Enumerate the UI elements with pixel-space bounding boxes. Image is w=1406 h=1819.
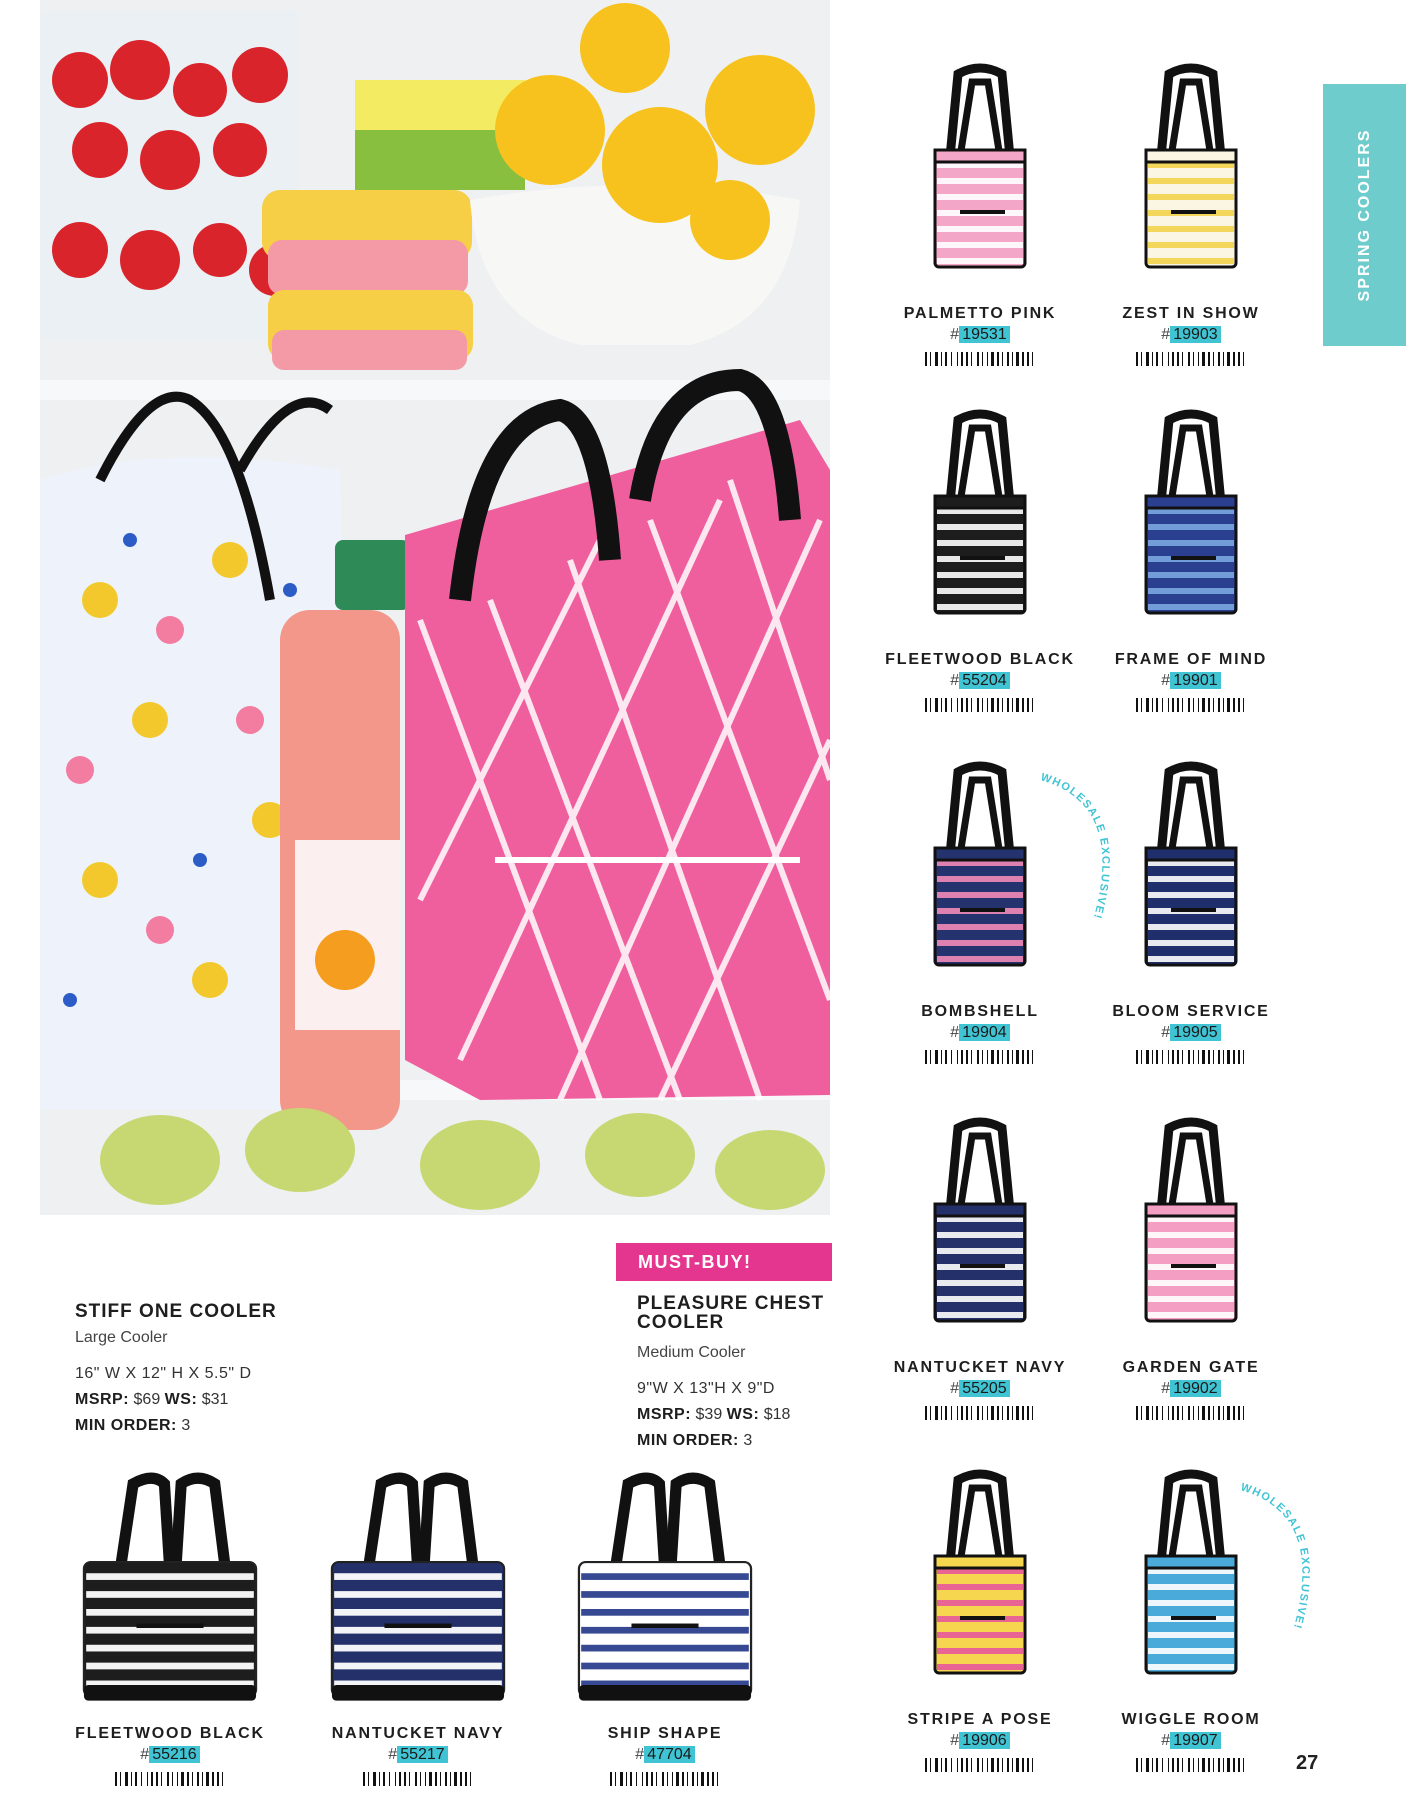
product-image (1131, 44, 1251, 290)
product-image (920, 742, 1040, 988)
sku-number: 19906 (959, 1732, 1010, 1749)
barcode (1136, 698, 1246, 712)
product-card (885, 1098, 1075, 1425)
fridge-photo-illustration (40, 0, 830, 1215)
wholesale-exclusive-text: WHOLESALE EXCLUSIVE! (1039, 771, 1112, 921)
ws-value: $31 (201, 1391, 229, 1408)
product-title-line2: COOLER (637, 1312, 725, 1333)
sku-prefix: # (950, 672, 960, 689)
product-card (1096, 1450, 1286, 1777)
product-image (920, 1450, 1040, 1696)
barcode (115, 1772, 225, 1786)
sku-prefix: # (950, 1732, 960, 1749)
sku-prefix: # (950, 1024, 960, 1041)
ws-label: WS: (726, 1406, 760, 1423)
product-image (1131, 1098, 1251, 1344)
sku-prefix: # (1161, 672, 1171, 689)
ws-value: $18 (763, 1406, 791, 1423)
section-tab (1323, 84, 1406, 346)
product-card (885, 742, 1075, 1069)
barcode (925, 352, 1035, 366)
product-name: FLEETWOOD BLACK (75, 1725, 265, 1742)
sku-prefix: # (1161, 326, 1171, 343)
sku-prefix: # (950, 326, 960, 343)
min-order-label: MIN ORDER: (637, 1432, 739, 1449)
product-dimensions: 16" W X 12" H X 5.5" D (75, 1365, 252, 1382)
product-image (920, 44, 1040, 290)
product-sku (570, 1746, 760, 1764)
product-sku (323, 1746, 513, 1764)
sku-number: 19907 (1170, 1732, 1221, 1749)
msrp-value: $69 (133, 1391, 161, 1408)
product-name: STRIPE A POSE (907, 1711, 1053, 1728)
product-card (885, 44, 1075, 371)
product-image (920, 1098, 1040, 1344)
product-sku (75, 1746, 265, 1764)
product-card (885, 1450, 1075, 1777)
barcode (925, 698, 1035, 712)
product-card (1096, 1098, 1286, 1425)
pleasure-chest-info (637, 1294, 837, 1450)
product-image (1131, 742, 1251, 988)
sku-prefix: # (1161, 1024, 1171, 1041)
product-card (75, 1470, 265, 1791)
sku-number: 55216 (149, 1746, 200, 1763)
product-sku (1096, 326, 1286, 344)
product-card (570, 1470, 760, 1791)
barcode (925, 1758, 1035, 1772)
product-image (323, 1470, 513, 1710)
msrp-label: MSRP: (75, 1391, 130, 1408)
barcode (925, 1050, 1035, 1064)
product-image (1131, 1450, 1251, 1696)
product-card (1096, 742, 1286, 1069)
must-buy-badge: MUST-BUY! (616, 1243, 832, 1281)
product-dimensions: 9"W X 13"H X 9"D (637, 1380, 775, 1397)
product-name: ZEST IN SHOW (1122, 305, 1260, 322)
barcode (1136, 1406, 1246, 1420)
product-image (920, 390, 1040, 636)
sku-prefix: # (950, 1380, 960, 1397)
product-name: NANTUCKET NAVY (331, 1725, 505, 1742)
product-sku (1096, 1024, 1286, 1042)
hero-photo (40, 0, 830, 1215)
sku-number: 55205 (959, 1380, 1010, 1397)
min-order-value: 3 (181, 1417, 191, 1434)
msrp-value: $39 (695, 1406, 723, 1423)
sku-prefix: # (1161, 1732, 1171, 1749)
product-image (1131, 390, 1251, 636)
barcode (363, 1772, 473, 1786)
product-sku (885, 1380, 1075, 1398)
sku-prefix: # (388, 1746, 398, 1763)
sku-prefix: # (1161, 1380, 1171, 1397)
price-line (637, 1406, 837, 1424)
product-sku (885, 672, 1075, 690)
price-line (75, 1391, 495, 1409)
product-image (75, 1470, 265, 1710)
sku-number: 19905 (1170, 1024, 1221, 1041)
product-sku (1096, 1732, 1286, 1750)
product-image (570, 1470, 760, 1710)
sku-number: 19902 (1170, 1380, 1221, 1397)
sku-number: 55217 (397, 1746, 448, 1763)
product-title-line1: PLEASURE CHEST (637, 1293, 825, 1314)
product-subtitle: Large Cooler (75, 1329, 168, 1346)
min-order-line (75, 1417, 495, 1435)
product-name: NANTUCKET NAVY (893, 1359, 1067, 1376)
product-name: SHIP SHAPE (607, 1725, 723, 1742)
product-title: STIFF ONE COOLER (75, 1301, 277, 1322)
barcode (1136, 352, 1246, 366)
product-subtitle: Medium Cooler (637, 1344, 746, 1361)
product-name: FRAME OF MIND (1114, 651, 1268, 668)
product-sku (885, 1732, 1075, 1750)
sku-number: 19904 (959, 1024, 1010, 1041)
stiff-one-info (75, 1302, 495, 1435)
product-card (1096, 44, 1286, 371)
sku-number: 19903 (1170, 326, 1221, 343)
product-sku (885, 326, 1075, 344)
product-sku (1096, 672, 1286, 690)
wholesale-exclusive-text: WHOLESALE EXCLUSIVE! (1239, 1481, 1312, 1631)
product-name: BLOOM SERVICE (1112, 1003, 1270, 1020)
product-name: GARDEN GATE (1122, 1359, 1260, 1376)
sku-number: 19901 (1170, 672, 1221, 689)
ws-label: WS: (164, 1391, 198, 1408)
sku-prefix: # (140, 1746, 150, 1763)
sku-prefix: # (635, 1746, 645, 1763)
min-order-value: 3 (743, 1432, 753, 1449)
min-order-line (637, 1432, 837, 1450)
msrp-label: MSRP: (637, 1406, 692, 1423)
product-name: PALMETTO PINK (903, 305, 1057, 322)
product-sku (1096, 1380, 1286, 1398)
product-sku (885, 1024, 1075, 1042)
barcode (925, 1406, 1035, 1420)
sku-number: 47704 (644, 1746, 695, 1763)
barcode (1136, 1050, 1246, 1064)
barcode (610, 1772, 720, 1786)
barcode (1136, 1758, 1246, 1772)
product-name: BOMBSHELL (921, 1003, 1039, 1020)
section-tab-label: SPRING COOLERS (1355, 128, 1373, 302)
product-name: FLEETWOOD BLACK (885, 651, 1075, 668)
product-name: WIGGLE ROOM (1121, 1711, 1261, 1728)
min-order-label: MIN ORDER: (75, 1417, 177, 1434)
product-card (323, 1470, 513, 1791)
product-card (885, 390, 1075, 717)
product-card (1096, 390, 1286, 717)
sku-number: 55204 (959, 672, 1010, 689)
page-number: 27 (1296, 1752, 1319, 1774)
sku-number: 19531 (959, 326, 1010, 343)
